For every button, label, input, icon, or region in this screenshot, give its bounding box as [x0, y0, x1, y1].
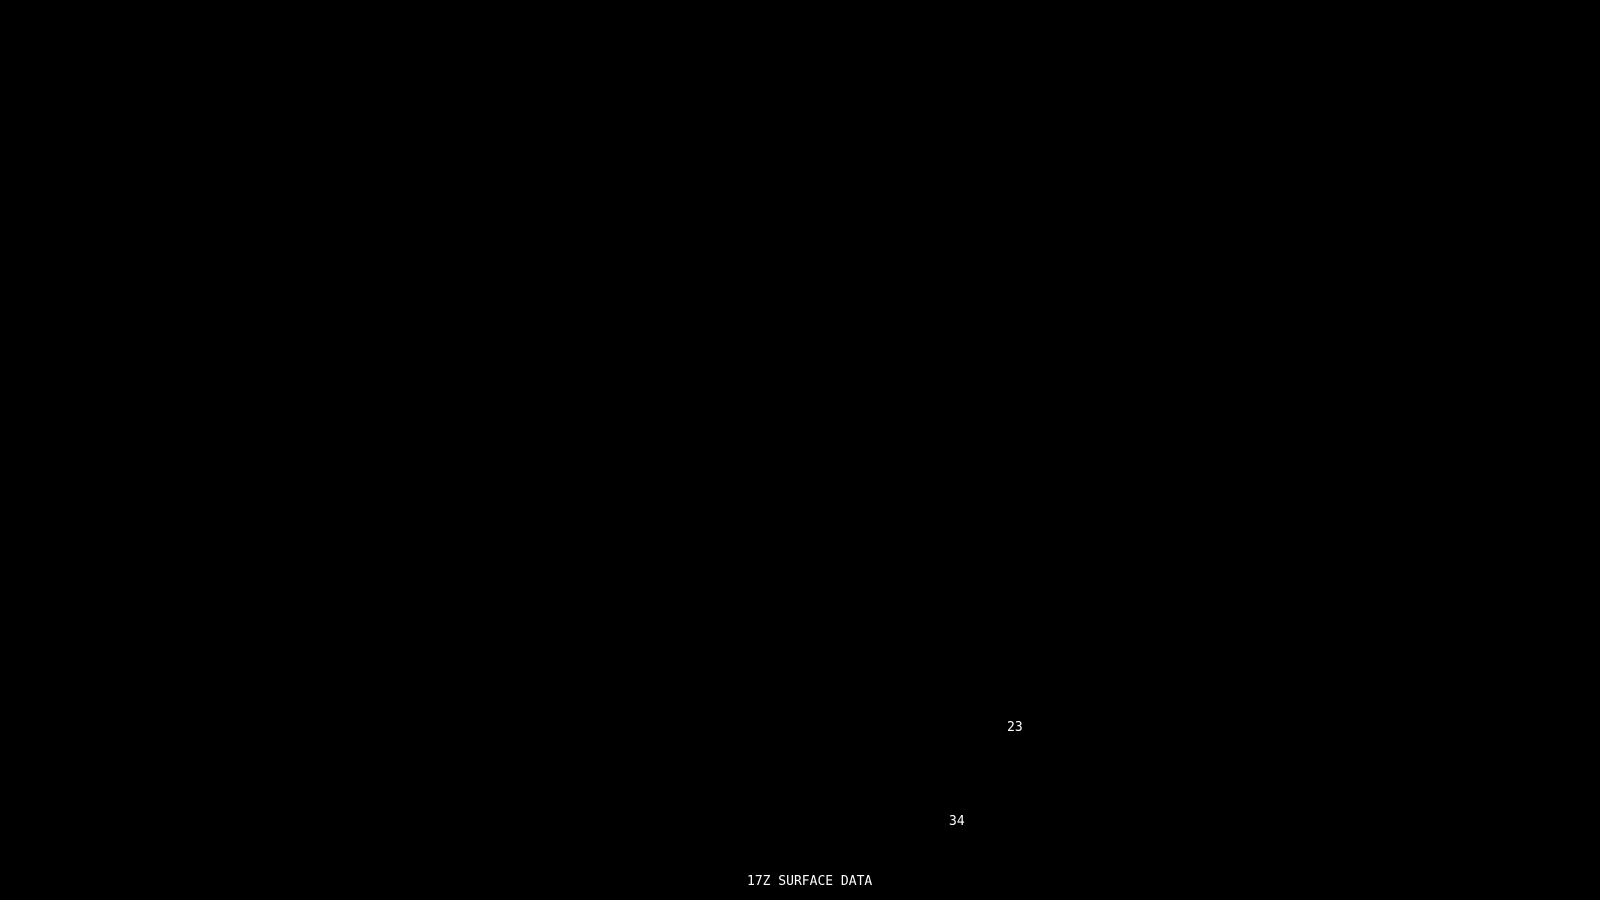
- station-value: 34: [949, 814, 965, 829]
- plot-caption: 17Z SURFACE DATA: [747, 874, 873, 889]
- station-value: 23: [1007, 720, 1023, 735]
